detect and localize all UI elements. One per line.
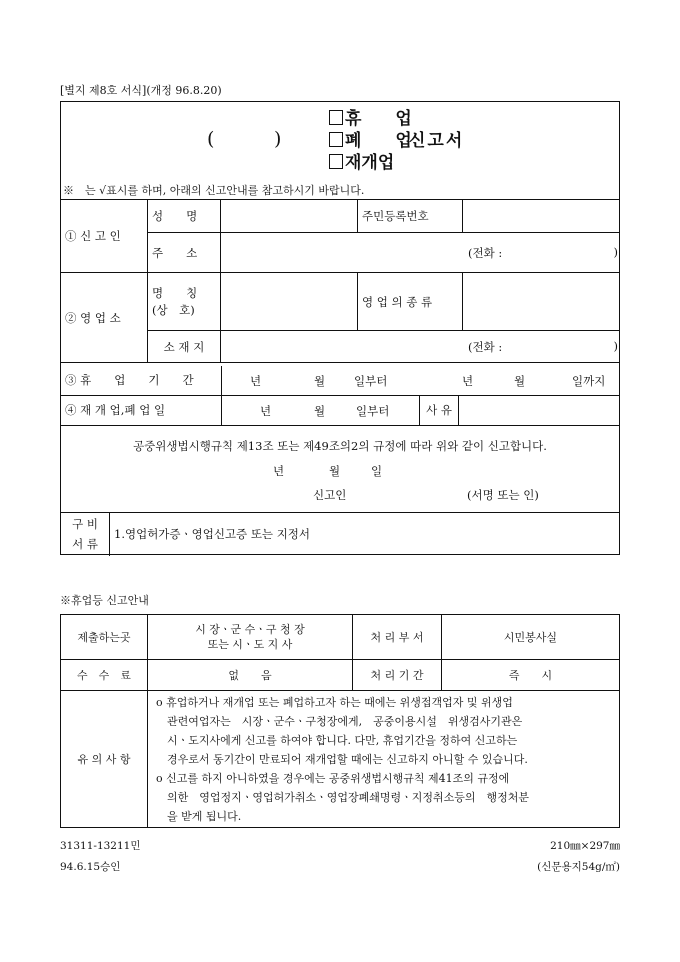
guide-submit-value — [148, 615, 353, 660]
guide-note-line: 을 받게 됩니다. — [156, 809, 242, 823]
option-shutdown: 폐 업 — [345, 131, 412, 151]
guide-period-label: 처 리 기 간 — [353, 660, 442, 691]
applicant-section-label: ① 신 고 인 — [61, 200, 148, 273]
footer-code: 31311-13211민 — [60, 840, 141, 852]
business-name-label — [148, 273, 221, 331]
date-day: 일 — [371, 464, 383, 478]
title-paren-open: ( — [207, 128, 215, 150]
checkbox-icon — [329, 154, 343, 169]
checkbox-reopen[interactable] — [329, 148, 394, 173]
guide-notes — [148, 691, 620, 828]
guide-note-line: 관련여업자는 시장ㆍ군수ㆍ구청장에게, 공중이용시설 위생검사기관은 — [156, 714, 523, 728]
guide-note-line: 시ㆍ도지사에게 신고를 하여야 합니다. 다만, 휴업기간을 정하여 신고하는 — [156, 733, 518, 747]
period-table — [61, 366, 620, 396]
ro-day-from: 일부터 — [356, 404, 390, 418]
instruction-text: ※ 는 √표시를 하며, 아래의 신고안내를 참고하시기 바랍니다. — [63, 184, 365, 197]
signature-label: 신고인 — [313, 488, 347, 502]
closure-period-label: ③ 휴 업 기 간 — [61, 366, 222, 395]
documents-text: 1.영업허가증ㆍ영업신고증 또는 지정서 — [110, 513, 621, 556]
date-month: 월 — [329, 464, 341, 478]
documents-label — [61, 513, 110, 556]
address-phone-label: (전화 : — [468, 246, 503, 260]
ro-month: 월 — [314, 404, 326, 418]
documents-table — [61, 512, 620, 556]
business-name-label-2: (상 호) — [152, 302, 195, 317]
cp-year2: 년 — [462, 374, 474, 388]
guide-fee-label: 수 수 료 — [61, 660, 148, 691]
address-field[interactable] — [221, 233, 621, 273]
title-paren-close: ) — [274, 128, 282, 150]
checkbox-icon — [329, 110, 343, 125]
cp-month: 월 — [314, 374, 326, 388]
cp-day-from: 일부터 — [354, 374, 388, 388]
business-name-label-1: 명 칭 — [152, 285, 198, 300]
guide-note-line: 의한 영업정지ㆍ영업허가취소ㆍ영업장폐쇄명령ㆍ지정취소등의 행정처분 — [156, 790, 530, 804]
business-section-label: ② 영 업 소 — [61, 273, 148, 363]
statement-text: 공중위생법시행규칙 제13조 또는 제49조의2의 규정에 따라 위와 같이 신고합니다. — [133, 439, 547, 453]
reopen-table — [61, 396, 620, 426]
id-label: 주민등록번호 — [358, 200, 463, 233]
location-label: 소 재 지 — [148, 331, 221, 363]
guide-notes-label: 유 의 사 항 — [61, 691, 148, 828]
guide-submit-label: 제출하는곳 — [61, 615, 148, 660]
guide-fee-value: 없 음 — [148, 660, 353, 691]
address-phone-close: ) — [613, 245, 618, 259]
footer-approval: 94.6.15승인 — [60, 861, 121, 873]
location-phone-close: ) — [613, 339, 618, 353]
form-header-note: [별지 제8호 서식](개정 96.8.20) — [60, 84, 222, 97]
reopen-date-field[interactable] — [222, 396, 420, 425]
reason-label: 사 유 — [420, 396, 459, 425]
documents-label-1: 구 비 — [72, 517, 98, 532]
business-type-field[interactable] — [463, 273, 621, 331]
cp-year: 년 — [250, 374, 262, 388]
date-year: 년 — [273, 464, 285, 478]
business-name-field[interactable] — [221, 273, 358, 331]
option-reopen: 재개업 — [345, 153, 395, 173]
ro-year: 년 — [260, 404, 272, 418]
cp-day-to: 일까지 — [572, 374, 606, 388]
reopen-label: ④ 재 개 업,폐 업 일 — [61, 396, 222, 425]
option-closure: 휴 업 — [345, 109, 412, 129]
report-form — [60, 101, 620, 555]
guide-note-line: 경우로서 동기간이 만료되어 재개업할 때에는 신고하지 아니할 수 있습니다. — [156, 752, 528, 766]
applicant-table — [61, 199, 620, 363]
signature-sign[interactable]: (서명 또는 인) — [467, 488, 539, 502]
closure-period-field[interactable] — [222, 366, 621, 395]
cp-month2: 월 — [514, 374, 526, 388]
guide-table — [60, 614, 620, 828]
name-label: 성 명 — [148, 200, 221, 233]
guide-title: ※휴업등 신고안내 — [60, 594, 149, 607]
name-field[interactable] — [221, 200, 358, 233]
guide-submit-value-1: 시 장ㆍ군 수ㆍ구 청 장 — [195, 623, 305, 636]
business-type-label: 영 업 의 종 류 — [358, 273, 463, 331]
title-suffix: 신고서 — [409, 131, 465, 151]
guide-submit-value-2: 또는 시ㆍ도 지 사 — [207, 638, 293, 651]
footer-size: 210㎜×297㎜ — [550, 840, 620, 852]
guide-note-line: o 휴업하거나 재개업 또는 폐업하고자 하는 때에는 위생접객업자 및 위생업 — [156, 695, 513, 709]
location-phone-label: (전화 : — [468, 340, 503, 354]
guide-period-value: 즉 시 — [442, 660, 620, 691]
checkbox-icon — [329, 132, 343, 147]
guide-note-line: o 신고를 하지 아니하였을 경우에는 공중위생법시행규칙 제41조의 규정에 — [156, 771, 510, 785]
documents-label-2: 서 류 — [72, 537, 98, 552]
guide-dept-label: 처 리 부 서 — [353, 615, 442, 660]
guide-dept-value: 시민봉사실 — [442, 615, 620, 660]
id-field[interactable] — [463, 200, 621, 233]
footer-paper: (신문용지54g/㎡) — [537, 861, 620, 873]
reason-field[interactable] — [459, 396, 621, 425]
address-label: 주 소 — [148, 233, 221, 273]
form-title — [61, 102, 619, 176]
location-field[interactable] — [221, 331, 621, 363]
